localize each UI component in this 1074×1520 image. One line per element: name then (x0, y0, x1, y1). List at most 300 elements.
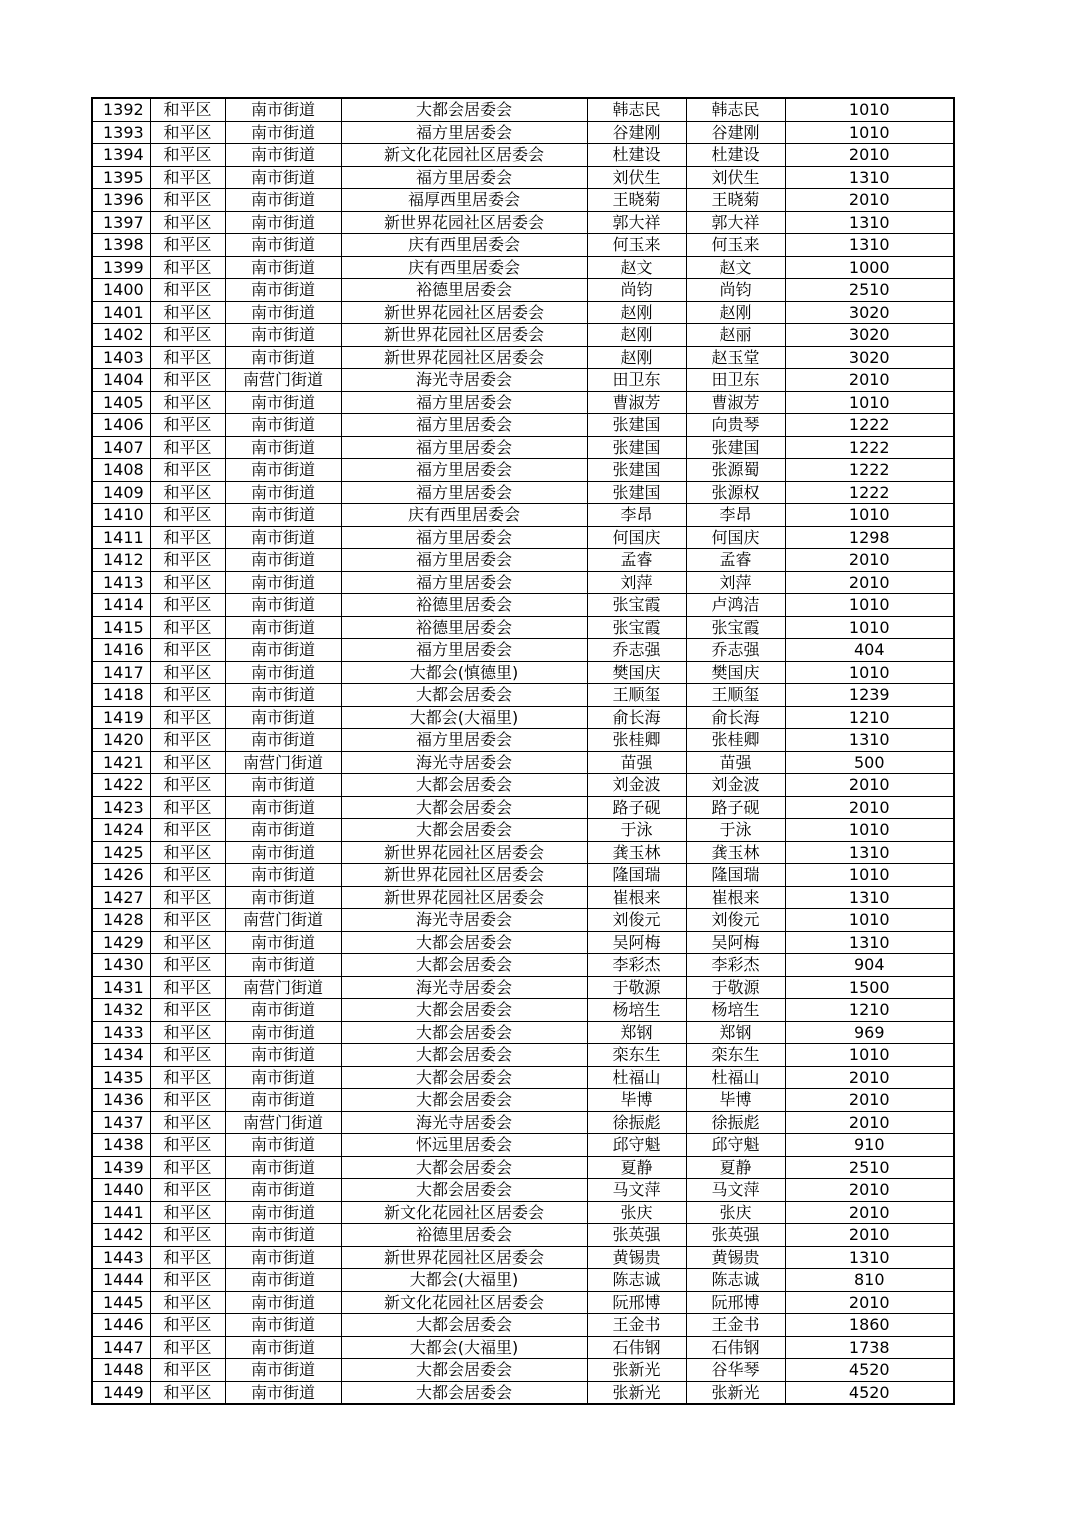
committee-cell: 新世界花园社区居委会 (341, 211, 587, 234)
district-cell: 和平区 (150, 841, 225, 864)
row-id-cell: 1425 (92, 841, 150, 864)
member-cell: 郭大祥 (686, 211, 785, 234)
amount-cell: 2510 (785, 279, 954, 302)
street-cell: 南营门街道 (225, 369, 341, 392)
street-cell: 南市街道 (225, 616, 341, 639)
member-cell: 邱守魁 (686, 1134, 785, 1157)
committee-cell: 新世界花园社区居委会 (341, 324, 587, 347)
applicant-cell: 樊国庆 (587, 661, 686, 684)
committee-cell: 裕德里居委会 (341, 594, 587, 617)
street-cell: 南市街道 (225, 1246, 341, 1269)
applicant-cell: 张建国 (587, 459, 686, 482)
amount-cell: 1000 (785, 256, 954, 279)
row-id-cell: 1395 (92, 166, 150, 189)
table-row (92, 1359, 954, 1382)
street-cell: 南市街道 (225, 819, 341, 842)
street-cell: 南市街道 (225, 1044, 341, 1067)
amount-cell: 404 (785, 639, 954, 662)
committee-cell: 新世界花园社区居委会 (341, 1246, 587, 1269)
district-cell: 和平区 (150, 616, 225, 639)
amount-cell: 3020 (785, 346, 954, 369)
district-cell: 和平区 (150, 324, 225, 347)
district-cell: 和平区 (150, 526, 225, 549)
table-row (92, 661, 954, 684)
amount-cell: 1310 (785, 886, 954, 909)
amount-cell: 2010 (785, 144, 954, 167)
row-id-cell: 1446 (92, 1314, 150, 1337)
member-cell: 乔志强 (686, 639, 785, 662)
member-cell: 张庆 (686, 1201, 785, 1224)
member-cell: 张建国 (686, 436, 785, 459)
row-id-cell: 1441 (92, 1201, 150, 1224)
committee-cell: 海光寺居委会 (341, 909, 587, 932)
table-row (92, 1179, 954, 1202)
table-row (92, 1089, 954, 1112)
applicant-cell: 杜建设 (587, 144, 686, 167)
street-cell: 南市街道 (225, 301, 341, 324)
district-cell: 和平区 (150, 1291, 225, 1314)
district-cell: 和平区 (150, 346, 225, 369)
amount-cell: 2010 (785, 774, 954, 797)
amount-cell: 500 (785, 751, 954, 774)
table-row (92, 346, 954, 369)
member-cell: 尚钧 (686, 279, 785, 302)
table-body (92, 98, 954, 1404)
amount-cell: 1310 (785, 234, 954, 257)
member-cell: 杜建设 (686, 144, 785, 167)
district-cell: 和平区 (150, 1224, 225, 1247)
amount-cell: 1310 (785, 729, 954, 752)
committee-cell: 新世界花园社区居委会 (341, 301, 587, 324)
table-row (92, 121, 954, 144)
row-id-cell: 1396 (92, 189, 150, 212)
table-row (92, 886, 954, 909)
row-id-cell: 1394 (92, 144, 150, 167)
committee-cell: 庆有西里居委会 (341, 234, 587, 257)
street-cell: 南市街道 (225, 886, 341, 909)
row-id-cell: 1442 (92, 1224, 150, 1247)
committee-cell: 裕德里居委会 (341, 616, 587, 639)
table-row (92, 1201, 954, 1224)
row-id-cell: 1424 (92, 819, 150, 842)
member-cell: 石伟钢 (686, 1336, 785, 1359)
committee-cell: 裕德里居委会 (341, 279, 587, 302)
committee-cell: 福方里居委会 (341, 526, 587, 549)
table-row (92, 1156, 954, 1179)
applicant-cell: 谷建刚 (587, 121, 686, 144)
committee-cell: 大都会(大福里) (341, 1336, 587, 1359)
district-cell: 和平区 (150, 1066, 225, 1089)
amount-cell: 2010 (785, 1291, 954, 1314)
committee-cell: 福方里居委会 (341, 729, 587, 752)
amount-cell: 2010 (785, 1179, 954, 1202)
committee-cell: 大都会居委会 (341, 1179, 587, 1202)
table-row (92, 1224, 954, 1247)
amount-cell: 1010 (785, 864, 954, 887)
applicant-cell: 赵文 (587, 256, 686, 279)
member-cell: 于敬源 (686, 976, 785, 999)
street-cell: 南市街道 (225, 234, 341, 257)
row-id-cell: 1447 (92, 1336, 150, 1359)
row-id-cell: 1428 (92, 909, 150, 932)
member-cell: 阮邢博 (686, 1291, 785, 1314)
district-cell: 和平区 (150, 886, 225, 909)
district-cell: 和平区 (150, 1044, 225, 1067)
member-cell: 曹淑芳 (686, 391, 785, 414)
row-id-cell: 1415 (92, 616, 150, 639)
applicant-cell: 徐振彪 (587, 1111, 686, 1134)
row-id-cell: 1443 (92, 1246, 150, 1269)
street-cell: 南市街道 (225, 571, 341, 594)
amount-cell: 969 (785, 1021, 954, 1044)
row-id-cell: 1405 (92, 391, 150, 414)
row-id-cell: 1410 (92, 504, 150, 527)
committee-cell: 福厚西里居委会 (341, 189, 587, 212)
street-cell: 南市街道 (225, 1089, 341, 1112)
applicant-cell: 夏静 (587, 1156, 686, 1179)
committee-cell: 大都会(慎德里) (341, 661, 587, 684)
table-row (92, 594, 954, 617)
committee-cell: 新世界花园社区居委会 (341, 864, 587, 887)
table-row (92, 166, 954, 189)
applicant-cell: 石伟钢 (587, 1336, 686, 1359)
committee-cell: 大都会居委会 (341, 796, 587, 819)
amount-cell: 1010 (785, 616, 954, 639)
row-id-cell: 1445 (92, 1291, 150, 1314)
street-cell: 南市街道 (225, 414, 341, 437)
row-id-cell: 1431 (92, 976, 150, 999)
member-cell: 樊国庆 (686, 661, 785, 684)
street-cell: 南市街道 (225, 481, 341, 504)
committee-cell: 大都会居委会 (341, 774, 587, 797)
street-cell: 南市街道 (225, 98, 341, 121)
district-cell: 和平区 (150, 1314, 225, 1337)
applicant-cell: 杜福山 (587, 1066, 686, 1089)
applicant-cell: 吴阿梅 (587, 931, 686, 954)
amount-cell: 1310 (785, 931, 954, 954)
row-id-cell: 1392 (92, 98, 150, 121)
district-cell: 和平区 (150, 121, 225, 144)
applicant-cell: 刘伏生 (587, 166, 686, 189)
member-cell: 刘金波 (686, 774, 785, 797)
member-cell: 赵玉堂 (686, 346, 785, 369)
district-cell: 和平区 (150, 211, 225, 234)
district-cell: 和平区 (150, 1359, 225, 1382)
applicant-cell: 杨培生 (587, 999, 686, 1022)
member-cell: 崔根来 (686, 886, 785, 909)
street-cell: 南市街道 (225, 279, 341, 302)
committee-cell: 大都会居委会 (341, 819, 587, 842)
table-row (92, 504, 954, 527)
amount-cell: 2010 (785, 796, 954, 819)
district-cell: 和平区 (150, 1089, 225, 1112)
member-cell: 谷华琴 (686, 1359, 785, 1382)
amount-cell: 1010 (785, 1044, 954, 1067)
street-cell: 南市街道 (225, 1381, 341, 1404)
district-cell: 和平区 (150, 774, 225, 797)
committee-cell: 福方里居委会 (341, 414, 587, 437)
committee-cell: 福方里居委会 (341, 391, 587, 414)
applicant-cell: 崔根来 (587, 886, 686, 909)
member-cell: 田卫东 (686, 369, 785, 392)
committee-cell: 海光寺居委会 (341, 751, 587, 774)
applicant-cell: 王晓菊 (587, 189, 686, 212)
amount-cell: 1010 (785, 909, 954, 932)
street-cell: 南市街道 (225, 1291, 341, 1314)
street-cell: 南市街道 (225, 166, 341, 189)
amount-cell: 1310 (785, 841, 954, 864)
table-row (92, 234, 954, 257)
member-cell: 孟睿 (686, 549, 785, 572)
row-id-cell: 1420 (92, 729, 150, 752)
table-row (92, 729, 954, 752)
district-cell: 和平区 (150, 864, 225, 887)
table-row (92, 144, 954, 167)
table-row (92, 796, 954, 819)
street-cell: 南市街道 (225, 684, 341, 707)
district-cell: 和平区 (150, 1179, 225, 1202)
committee-cell: 怀远里居委会 (341, 1134, 587, 1157)
district-cell: 和平区 (150, 279, 225, 302)
member-cell: 龚玉林 (686, 841, 785, 864)
applicant-cell: 张建国 (587, 481, 686, 504)
street-cell: 南市街道 (225, 954, 341, 977)
applicant-cell: 李昂 (587, 504, 686, 527)
amount-cell: 1738 (785, 1336, 954, 1359)
member-cell: 何国庆 (686, 526, 785, 549)
row-id-cell: 1435 (92, 1066, 150, 1089)
applicant-cell: 于泳 (587, 819, 686, 842)
district-cell: 和平区 (150, 751, 225, 774)
district-cell: 和平区 (150, 1269, 225, 1292)
applicant-cell: 张桂卿 (587, 729, 686, 752)
district-cell: 和平区 (150, 504, 225, 527)
row-id-cell: 1422 (92, 774, 150, 797)
street-cell: 南市街道 (225, 549, 341, 572)
committee-cell: 庆有西里居委会 (341, 504, 587, 527)
table-row (92, 931, 954, 954)
table-row (92, 369, 954, 392)
amount-cell: 1010 (785, 391, 954, 414)
street-cell: 南市街道 (225, 774, 341, 797)
committee-cell: 福方里居委会 (341, 166, 587, 189)
table-row (92, 211, 954, 234)
amount-cell: 2010 (785, 1066, 954, 1089)
district-cell: 和平区 (150, 414, 225, 437)
applicant-cell: 李彩杰 (587, 954, 686, 977)
row-id-cell: 1419 (92, 706, 150, 729)
row-id-cell: 1407 (92, 436, 150, 459)
district-cell: 和平区 (150, 98, 225, 121)
member-cell: 赵丽 (686, 324, 785, 347)
table-row (92, 571, 954, 594)
table-row (92, 684, 954, 707)
member-cell: 赵刚 (686, 301, 785, 324)
street-cell: 南市街道 (225, 706, 341, 729)
street-cell: 南营门街道 (225, 909, 341, 932)
table-row (92, 256, 954, 279)
street-cell: 南市街道 (225, 1021, 341, 1044)
committee-cell: 大都会(大福里) (341, 1269, 587, 1292)
row-id-cell: 1397 (92, 211, 150, 234)
member-cell: 于泳 (686, 819, 785, 842)
committee-cell: 福方里居委会 (341, 571, 587, 594)
amount-cell: 2010 (785, 571, 954, 594)
district-cell: 和平区 (150, 931, 225, 954)
street-cell: 南市街道 (225, 436, 341, 459)
table-row (92, 1021, 954, 1044)
member-cell: 栾东生 (686, 1044, 785, 1067)
member-cell: 刘伏生 (686, 166, 785, 189)
district-cell: 和平区 (150, 481, 225, 504)
row-id-cell: 1438 (92, 1134, 150, 1157)
member-cell: 郑钢 (686, 1021, 785, 1044)
street-cell: 南市街道 (225, 526, 341, 549)
amount-cell: 2010 (785, 189, 954, 212)
applicant-cell: 张建国 (587, 436, 686, 459)
applicant-cell: 张宝霞 (587, 594, 686, 617)
table-row (92, 301, 954, 324)
district-cell: 和平区 (150, 1111, 225, 1134)
table-row (92, 616, 954, 639)
applicant-cell: 毕博 (587, 1089, 686, 1112)
street-cell: 南市街道 (225, 391, 341, 414)
committee-cell: 福方里居委会 (341, 436, 587, 459)
district-cell: 和平区 (150, 954, 225, 977)
committee-cell: 福方里居委会 (341, 639, 587, 662)
district-cell: 和平区 (150, 301, 225, 324)
table-row (92, 1291, 954, 1314)
amount-cell: 1210 (785, 706, 954, 729)
committee-cell: 大都会居委会 (341, 1314, 587, 1337)
member-cell: 卢鸿洁 (686, 594, 785, 617)
applicant-cell: 王顺玺 (587, 684, 686, 707)
row-id-cell: 1444 (92, 1269, 150, 1292)
table-row (92, 819, 954, 842)
table-row (92, 1066, 954, 1089)
street-cell: 南市街道 (225, 864, 341, 887)
table-row (92, 414, 954, 437)
applicant-cell: 郑钢 (587, 1021, 686, 1044)
amount-cell: 2510 (785, 1156, 954, 1179)
member-cell: 张桂卿 (686, 729, 785, 752)
member-cell: 杨培生 (686, 999, 785, 1022)
table-row (92, 279, 954, 302)
district-cell: 和平区 (150, 976, 225, 999)
row-id-cell: 1409 (92, 481, 150, 504)
member-cell: 毕博 (686, 1089, 785, 1112)
row-id-cell: 1406 (92, 414, 150, 437)
table-row (92, 639, 954, 662)
row-id-cell: 1434 (92, 1044, 150, 1067)
street-cell: 南市街道 (225, 459, 341, 482)
member-cell: 张新光 (686, 1381, 785, 1404)
member-cell: 路子砚 (686, 796, 785, 819)
district-cell: 和平区 (150, 189, 225, 212)
committee-cell: 大都会(大福里) (341, 706, 587, 729)
row-id-cell: 1401 (92, 301, 150, 324)
amount-cell: 1222 (785, 481, 954, 504)
row-id-cell: 1400 (92, 279, 150, 302)
district-cell: 和平区 (150, 256, 225, 279)
applicant-cell: 尚钧 (587, 279, 686, 302)
member-cell: 向贵琴 (686, 414, 785, 437)
applicant-cell: 曹淑芳 (587, 391, 686, 414)
member-cell: 王金书 (686, 1314, 785, 1337)
table-row (92, 841, 954, 864)
member-cell: 赵文 (686, 256, 785, 279)
amount-cell: 1010 (785, 594, 954, 617)
row-id-cell: 1408 (92, 459, 150, 482)
row-id-cell: 1403 (92, 346, 150, 369)
member-cell: 李昂 (686, 504, 785, 527)
committee-cell: 福方里居委会 (341, 459, 587, 482)
table-row (92, 324, 954, 347)
table-row (92, 1111, 954, 1134)
applicant-cell: 张新光 (587, 1359, 686, 1382)
row-id-cell: 1436 (92, 1089, 150, 1112)
applicant-cell: 何国庆 (587, 526, 686, 549)
table-row (92, 751, 954, 774)
row-id-cell: 1411 (92, 526, 150, 549)
member-cell: 徐振彪 (686, 1111, 785, 1134)
row-id-cell: 1449 (92, 1381, 150, 1404)
amount-cell: 2010 (785, 1224, 954, 1247)
amount-cell: 1210 (785, 999, 954, 1022)
street-cell: 南营门街道 (225, 751, 341, 774)
member-cell: 吴阿梅 (686, 931, 785, 954)
table-row (92, 1269, 954, 1292)
row-id-cell: 1440 (92, 1179, 150, 1202)
applicant-cell: 赵刚 (587, 346, 686, 369)
street-cell: 南市街道 (225, 1134, 341, 1157)
amount-cell: 1010 (785, 98, 954, 121)
committee-cell: 福方里居委会 (341, 549, 587, 572)
district-cell: 和平区 (150, 819, 225, 842)
street-cell: 南市街道 (225, 639, 341, 662)
committee-cell: 大都会居委会 (341, 684, 587, 707)
applicant-cell: 马文萍 (587, 1179, 686, 1202)
table-row (92, 999, 954, 1022)
table-row (92, 481, 954, 504)
table-row (92, 909, 954, 932)
applicant-cell: 隆国瑞 (587, 864, 686, 887)
district-cell: 和平区 (150, 436, 225, 459)
member-cell: 何玉来 (686, 234, 785, 257)
street-cell: 南市街道 (225, 1314, 341, 1337)
row-id-cell: 1399 (92, 256, 150, 279)
committee-cell: 大都会居委会 (341, 1381, 587, 1404)
street-cell: 南市街道 (225, 661, 341, 684)
row-id-cell: 1437 (92, 1111, 150, 1134)
amount-cell: 1010 (785, 819, 954, 842)
street-cell: 南市街道 (225, 931, 341, 954)
district-cell: 和平区 (150, 571, 225, 594)
street-cell: 南市街道 (225, 1156, 341, 1179)
applicant-cell: 张庆 (587, 1201, 686, 1224)
table-row (92, 864, 954, 887)
amount-cell: 910 (785, 1134, 954, 1157)
applicant-cell: 栾东生 (587, 1044, 686, 1067)
applicant-cell: 路子砚 (587, 796, 686, 819)
amount-cell: 1310 (785, 1246, 954, 1269)
street-cell: 南营门街道 (225, 1111, 341, 1134)
row-id-cell: 1423 (92, 796, 150, 819)
applicant-cell: 俞长海 (587, 706, 686, 729)
street-cell: 南市街道 (225, 1224, 341, 1247)
committee-cell: 庆有西里居委会 (341, 256, 587, 279)
applicant-cell: 张建国 (587, 414, 686, 437)
